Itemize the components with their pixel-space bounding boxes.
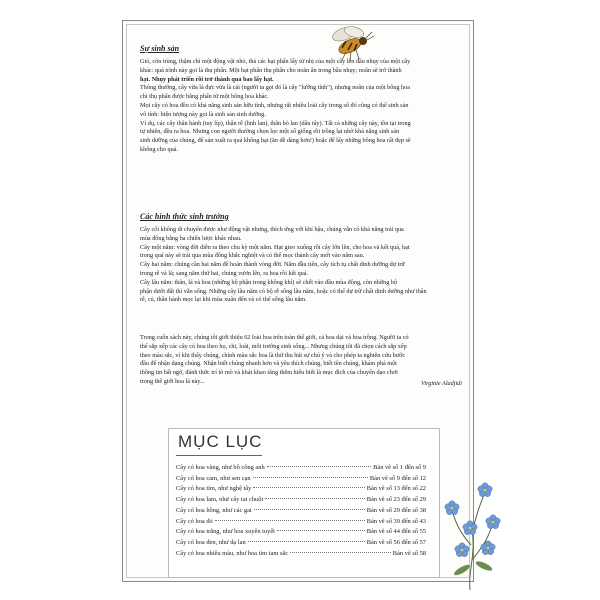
text-line: trong quả này sẽ trải qua mùa đông khắc nghiệt và có thể mọc thành cây mới vào năm sau. [140,252,365,260]
text-line: rễ, củ, thân hành mọc lại khi mùa xuân đến và có thể sống lâu năm. [140,296,307,304]
toc-item [176,549,426,560]
text-line: Gió, côn trùng, thậm chí một động vật nhỏ, thả các hạt phấn lấy từ nhị của một cây lên đầu nhụy của một cây [140,58,411,65]
toc-item-ref: Bản vẽ số 23 đến số 29 [366,496,426,504]
text-line: Cây hai năm: chúng cần hai năm để hoàn thành vòng đời. Năm đầu tiên, cây tích tụ chất dinh dưỡng dự trữ [140,261,405,269]
section-body-reproduction [140,58,458,155]
text-line: Ví dụ, các cây thân hành (tuy líp), thân rễ (linh lan), thân bò lan (dâu tây). Tất cả những cây này, tồn tại trong [140,119,411,127]
toc-list [176,463,426,559]
toc-title: MỤC LỤC [178,432,263,451]
section-body-intro [140,334,458,387]
text-line: phận dưới đất thì vẫn sống. Những cây lâu năm có bộ rễ sống lâu năm, hoặc có thể dự trữ chất dinh dưỡng như thân [140,287,427,295]
toc-leader-dots [215,520,365,521]
toc-item-label: Cây có hoa đỏ [176,517,213,525]
toc-item [176,463,426,474]
toc-item-ref: Bản vẽ số 58 [392,549,426,557]
author-signature: Virginie Aladjidi [421,380,462,387]
text-line: trong thế giới hoa lá này... [140,377,205,385]
toc-item [176,506,426,517]
toc-item-label: Cây có hoa cam, như sen cạn [176,474,251,482]
section-body-growth [140,226,458,305]
toc-leader-dots [277,530,365,531]
text-line: thể sắp xếp các cây có hoa theo họ, chi, loài, môi trường sinh sống... Nhưng chúng tôi đã chọn cách sắp xếp [140,342,407,350]
toc-item-ref: Bản vẽ số 1 đến số 9 [373,464,426,471]
toc-item-ref: Bản vẽ số 39 đến số 43 [366,517,426,525]
forget-me-not-illustration [440,470,510,590]
toc-title-underline [176,455,262,456]
toc-item-label: Cây có hoa trắng, như hoa xuyên tuyết [176,528,275,536]
text-line: hạt. Nhụy phát triển rồi trở thành quả bao lấy hạt. [140,75,274,83]
text-line: khác: quá trình này gọi là thụ phấn. Một hạt phấn thụ phấn cho noãn ẩn trong bầu nhụy; noãn sẽ trở thành [140,66,402,74]
toc-item-ref: Bản vẽ số 56 đến số 57 [366,538,426,546]
text-line: Mọi cây có hoa đều có khả năng sinh sản hữu tính, nhưng rất nhiều loài cây trong số đó cũng có thể sinh sản [140,101,409,109]
toc-leader-dots [253,477,368,478]
toc-item-label: Cây có hoa hồng, như các gai [176,506,252,514]
section-heading-reproduction: Sự sinh sản [140,44,180,53]
toc-item-ref: Bản vẽ số 44 đến số 55 [366,528,426,536]
toc-item-ref: Bản vẽ số 13 đến số 22 [366,485,426,493]
text-line: tự nhiên, đều ra hoa. Nhưng con người thường chọn lọc một số giống rồi trồng lại nhờ khả năng sinh sản [140,128,400,136]
toc-item [176,527,426,538]
text-line: trong rễ và lá; sang năm thứ hai, chúng vươn lên, ra hoa rồi kết quả. [140,269,309,277]
text-line: Trong cuốn sách này, chúng tôi giới thiệu 62 loài hoa trên toàn thế giới, cả hoa dại và hoa trồng. Người ta có [140,334,409,341]
toc-item-label: Cây có hoa nhiều màu, như hoa tím tam sắc [176,549,289,557]
text-line: theo màu sắc, vì khi thấy chúng, chính màu sắc hoa là thứ thu hút sự chú ý và cho phép ta nghiên cứu bước [140,351,406,359]
toc-item [176,538,426,549]
text-line: Thông thường, cây vừa là đực vừa là cái (người ta gọi đó là cây "lưỡng tính"), nhưng noãn của một bông hoa [140,84,410,92]
text-line: thông tin bất ngờ, đánh thức trí tò mò và khát khao tăng thêm hiểu biết là mục đích của chuyến dạo chơi [140,369,398,377]
toc-item-label: Cây có hoa vàng, như bồ công anh [176,464,265,471]
text-line: Cây lâu năm: thân, lá và hoa (những bộ phận trong không khí) sẽ chết vào đầu mùa đông, còn những bộ [140,278,398,286]
toc-item [176,484,426,495]
toc-leader-dots [248,541,365,542]
toc-item-label: Cây có hoa đen, như dạ lan [176,538,246,546]
toc-leader-dots [254,509,365,510]
text-line: mùa đông bằng ba chiến lược khác nhau. [140,234,242,242]
toc-leader-dots [290,552,391,553]
toc-item [176,495,426,506]
toc-leader-dots [253,487,364,488]
text-line: đầu để nhận dạng chúng. Nhận biết chúng nhanh hơn và yêu thích chúng, biết tên chúng, khám phá một [140,360,397,368]
section-heading-growth: Các hình thức sinh trưởng [140,212,229,221]
text-line: Cây một năm: vòng đời diễn ra theo chu kỳ một năm. Hạt gieo xuống rồi cây lớn lên, cho hoa và kết quả, hạt [140,243,410,251]
text-line: chỉ thụ phấn được bằng phấn từ một bông hoa khác. [140,93,269,101]
toc-item [176,474,426,485]
toc-leader-dots [265,498,364,499]
text-line: không cho quả. [140,145,178,153]
toc-item-label: Cây có hoa tím, như nghệ tây [176,485,252,493]
toc-leader-dots [267,466,371,467]
text-line: vô tính: hiện tượng này gọi là sinh sản sinh dưỡng. [140,110,266,118]
text-line: Cây cối không di chuyển được như động vật nhưng, thích ứng với khí hậu, chúng vẫn có khả năng trải qua [140,226,404,233]
toc-item-label: Cây có hoa lam, như cây tai chuột [176,496,264,504]
toc-item-ref: Bản vẽ số 29 đến số 38 [366,506,426,514]
text-line: sinh dưỡng của chúng, để sản xuất ra quả không hạt (ăn dễ dàng hơn!) hoặc để lấy những bông hoa rất đẹp sẽ [140,137,411,145]
toc-item-ref: Bản vẽ số 9 đến số 12 [369,474,426,482]
toc-item [176,517,426,528]
